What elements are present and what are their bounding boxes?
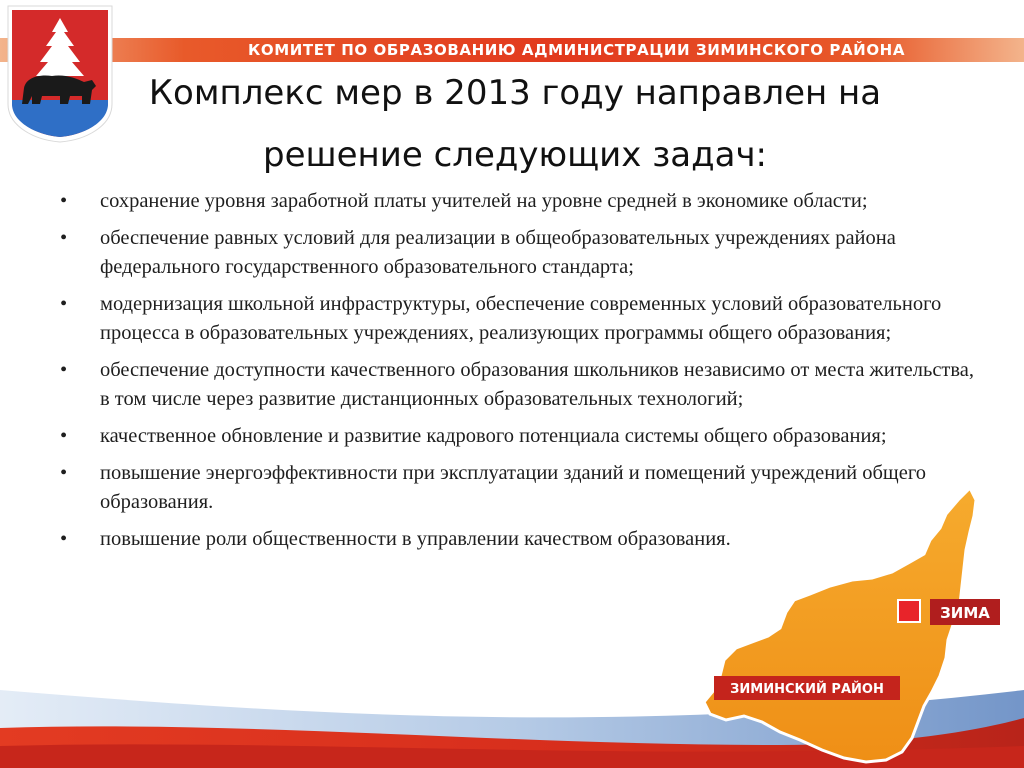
task-text: повышение роли общественности в управлении качеством образования. [100, 528, 731, 550]
region-label: ЗИМИНСКИЙ РАЙОН [730, 682, 884, 697]
task-item [60, 356, 980, 414]
task-item [60, 187, 980, 216]
header-title: КОМИТЕТ ПО ОБРАЗОВАНИЮ АДМИНИСТРАЦИИ ЗИМИНСКОГО РАЙОНА [248, 41, 906, 59]
bullet-marker: • [60, 462, 68, 484]
task-text: повышение энергоэффективности при эксплуатации зданий и помещений учреждений общего образования. [100, 462, 926, 513]
task-item [60, 422, 980, 451]
title-line-1: Комплекс мер в 2013 году направлен на [148, 73, 882, 113]
task-text: обеспечение равных условий для реализации в общеобразовательных учреждениях района федерального государственного образовательного стандарта; [100, 227, 896, 278]
task-item [60, 459, 980, 517]
coat-of-arms-emblem [6, 4, 114, 144]
bullet-marker: • [60, 528, 68, 550]
task-text: качественное обновление и развитие кадрового потенциала системы общего образования; [100, 425, 887, 447]
task-list [60, 187, 980, 562]
task-item [60, 525, 980, 554]
bullet-marker: • [60, 425, 68, 447]
slide-title [115, 62, 915, 186]
bullet-marker: • [60, 359, 68, 381]
task-item [60, 224, 980, 282]
task-text: сохранение уровня заработной платы учителей на уровне средней в экономике области; [100, 190, 868, 212]
city-label: ЗИМА [940, 604, 990, 622]
bullet-marker: • [60, 227, 68, 249]
bullet-marker: • [60, 190, 68, 212]
title-line-2: решение следующих задач: [262, 135, 768, 175]
city-marker-icon [898, 600, 920, 622]
task-text: модернизация школьной инфраструктуры, обеспечение современных условий образовательного процесса в образовательных учреждениях, реализующих программы общего образования; [100, 293, 942, 344]
task-text: обеспечение доступности качественного образования школьников независимо от места жительства, в том числе через развитие дистанционных образовательных технологий; [100, 359, 975, 410]
task-item [60, 290, 980, 348]
bullet-marker: • [60, 293, 68, 315]
